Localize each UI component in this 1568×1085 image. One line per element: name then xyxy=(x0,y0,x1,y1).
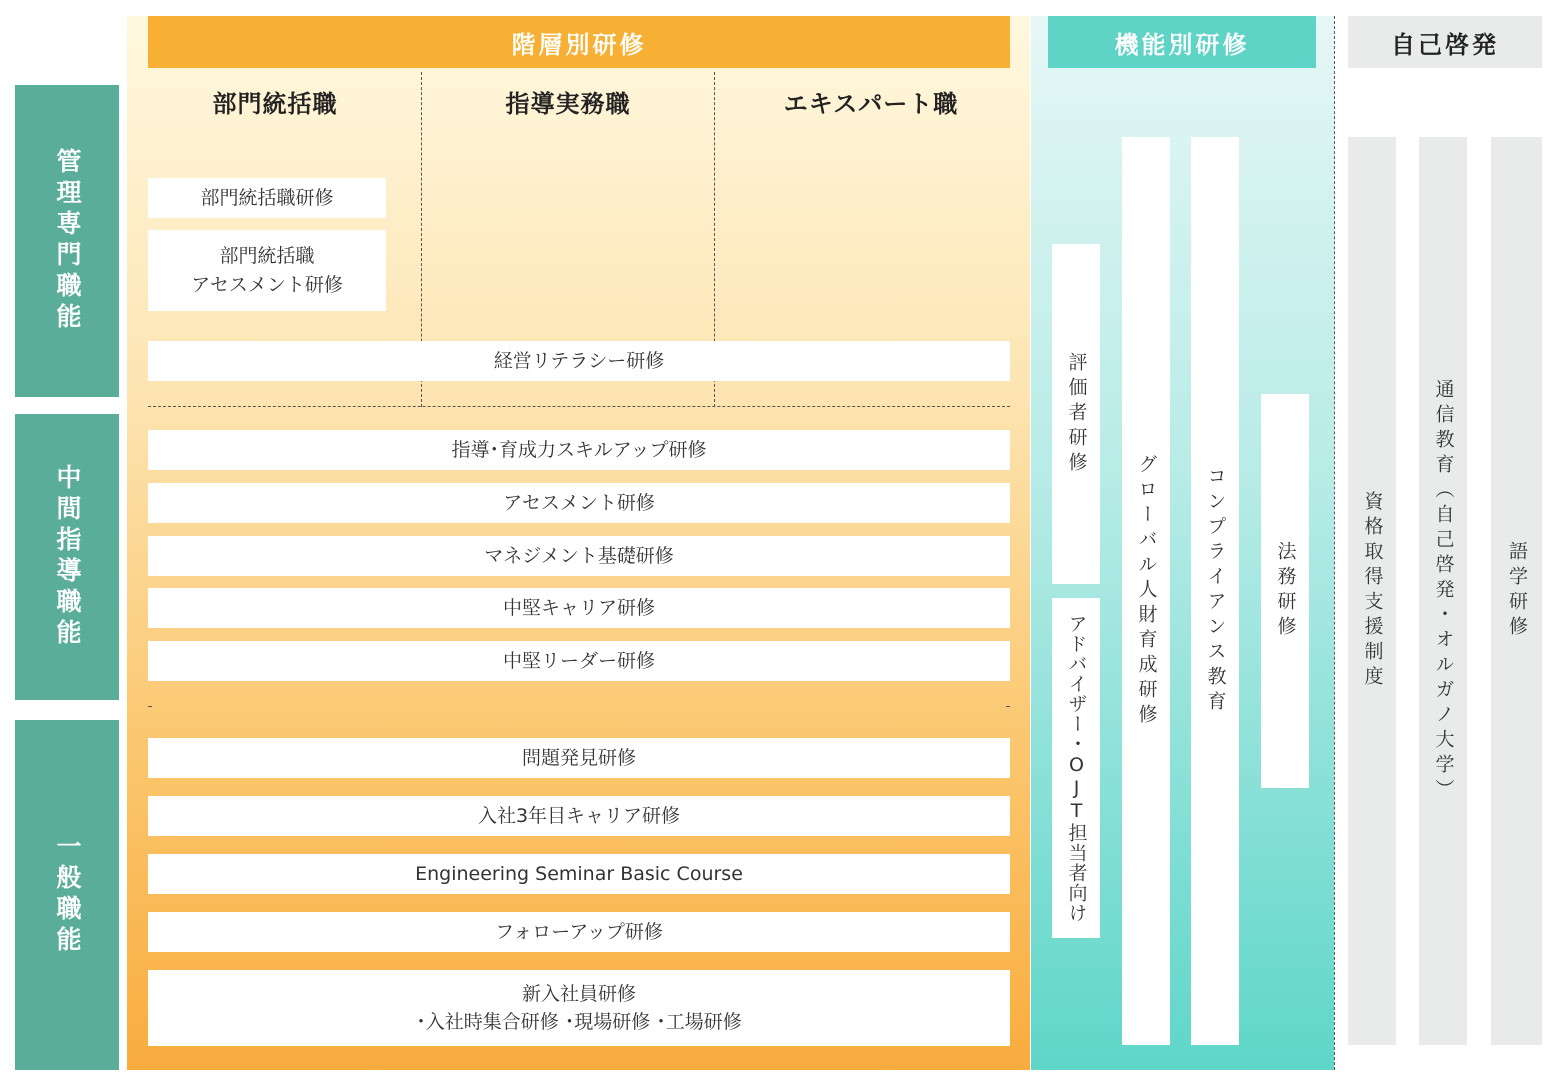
advisor-ojt-training xyxy=(1052,598,1100,938)
assessment-training: アセスメント研修 xyxy=(148,483,1010,523)
tier-middle-label: 中間指導職能 xyxy=(53,464,82,650)
evaluator-training xyxy=(1052,244,1100,584)
middle-general-divider-right xyxy=(1006,706,1010,707)
section-divider-func-self xyxy=(1334,16,1335,1070)
evaluator-training-label: 評価者研修 xyxy=(1065,351,1088,477)
global-talent-training-label: グローバル人財育成研修 xyxy=(1135,453,1158,729)
functional-header: 機能別研修 xyxy=(1048,16,1316,68)
self-development-header: 自己啓発 xyxy=(1348,16,1542,68)
column-header-expert: エキスパート職 xyxy=(783,89,959,118)
coaching-skillup-training: 指導･育成力スキルアップ研修 xyxy=(148,430,1010,470)
third-year-career-training: 入社3年目キャリア研修 xyxy=(148,796,1010,836)
engineering-seminar: Engineering Seminar Basic Course xyxy=(148,854,1010,894)
tier-management xyxy=(15,85,119,397)
qualification-support xyxy=(1348,137,1396,1045)
compliance-education xyxy=(1191,137,1239,1045)
tier-middle xyxy=(15,414,119,700)
tier-general-label: 一般職能 xyxy=(53,833,82,957)
hierarchical-header: 階層別研修 xyxy=(148,16,1010,68)
tier-management-label: 管理専門職能 xyxy=(53,148,82,334)
management-basics-training: マネジメント基礎研修 xyxy=(148,536,1010,576)
language-training-label: 語学研修 xyxy=(1506,541,1528,641)
compliance-education-label: コンプライアンス教育 xyxy=(1204,466,1227,716)
legal-training-label: 法務研修 xyxy=(1274,541,1297,641)
correspondence-education xyxy=(1419,137,1467,1045)
middle-general-divider xyxy=(148,706,152,707)
correspondence-education-label: 通信教育︵自己啓発・オルガノ大学︶ xyxy=(1432,378,1455,804)
mid-career-training: 中堅キャリア研修 xyxy=(148,588,1010,628)
tier-general xyxy=(15,720,119,1070)
division-head-training: 部門統括職研修 xyxy=(148,178,386,218)
management-middle-divider xyxy=(148,406,1010,407)
language-training xyxy=(1491,137,1542,1045)
advisor-ojt-training-label: アドバイザー・OJT担当者向け xyxy=(1065,613,1088,923)
new-employee-training: 新入社員研修 ･入社時集合研修 ･現場研修 ･工場研修 xyxy=(148,970,1010,1046)
column-header-practical-leader: 指導実務職 xyxy=(505,89,631,118)
mid-leader-training: 中堅リーダー研修 xyxy=(148,641,1010,681)
management-literacy-training: 経営リテラシー研修 xyxy=(148,341,1010,381)
column-header-division-head: 部門統括職 xyxy=(212,89,338,118)
follow-up-training: フォローアップ研修 xyxy=(148,912,1010,952)
legal-training xyxy=(1261,394,1309,788)
global-talent-training xyxy=(1122,137,1170,1045)
division-head-assessment-training: 部門統括職 アセスメント研修 xyxy=(148,230,386,311)
problem-finding-training: 問題発見研修 xyxy=(148,738,1010,778)
qualification-support-label: 資格取得支援制度 xyxy=(1361,491,1384,691)
